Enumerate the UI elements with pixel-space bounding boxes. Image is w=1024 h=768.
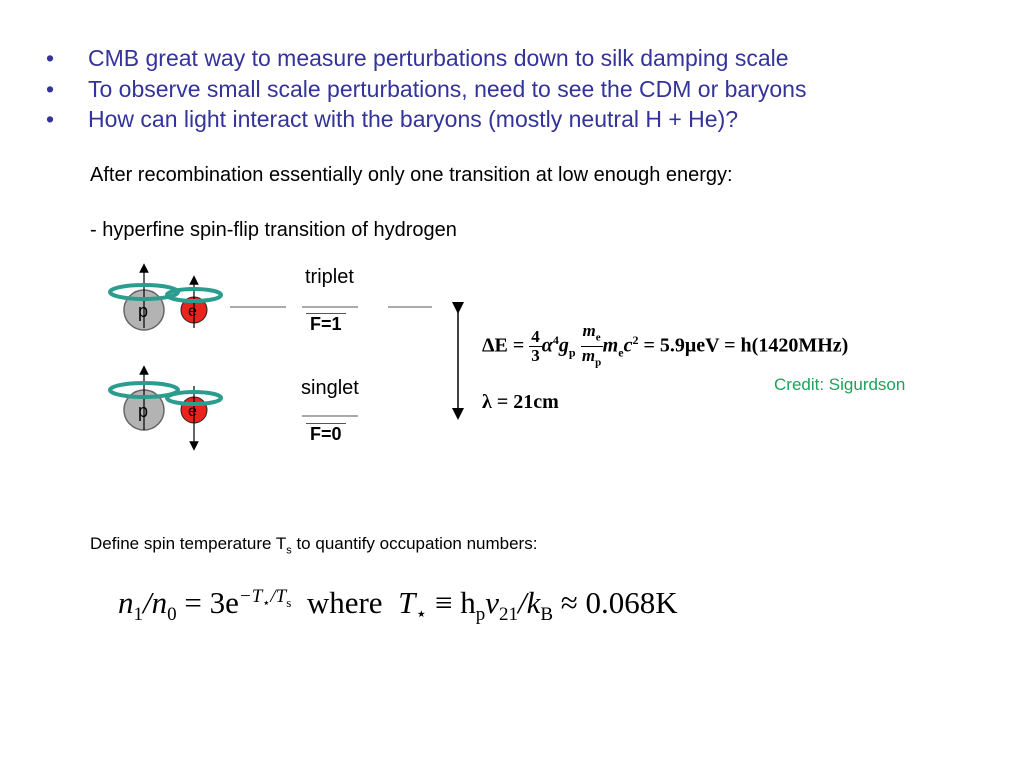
spin-temperature-definition: Define spin temperature $T_s$ to quantify occupation numbers:: [90, 534, 538, 557]
bullet-symbol: •: [46, 75, 55, 102]
occupation-equation: $n_1/n_0 = 3e^{-T_⋆/T_s}$ where $T_⋆ \equiv h_p\nu_{21}/k_B \approx 0.068K$: [118, 585, 678, 626]
electron-label: e: [188, 403, 197, 420]
bullet-symbol: •: [46, 106, 55, 132]
bullet-item: [46, 43, 806, 74]
bullet-text: CMB great way to measure perturbations down to silk damping scale: [88, 45, 789, 71]
level-f1: F=1: [306, 313, 346, 335]
proton-label: p: [138, 301, 149, 321]
triplet-proton: [110, 268, 178, 330]
fraction-4-3: $\frac{4}{3}$: [531, 327, 540, 366]
electron-label: e: [188, 303, 197, 320]
proton-label: p: [138, 401, 149, 421]
paragraph-hyperfine: - hyperfine spin-flip transition of hydrogen: [90, 219, 457, 241]
mass-ratio: $\frac{m_e}{m_p}$: [581, 321, 602, 369]
bullet-text: How can light interact with the baryons (mostly neutral H + He)?: [88, 106, 739, 132]
eq-lhs: ΔE =: [482, 334, 525, 357]
bullet-list: [46, 43, 806, 135]
singlet-electron: [167, 386, 221, 446]
credit-text: Credit: Sigurdson: [774, 375, 906, 394]
bullet-item: [46, 104, 806, 135]
alpha-term: α: [541, 334, 553, 357]
eq-rhs: = 5.9μeV = h(1420MHz): [643, 334, 849, 357]
bullet-item: [46, 74, 806, 105]
triplet-label: triplet: [305, 266, 354, 288]
bullet-text: To observe small scale perturbations, need to see the CDM or baryons: [88, 75, 807, 102]
singlet-label: singlet: [301, 377, 359, 399]
level-f0: F=0: [306, 423, 346, 445]
spin-diagram: [100, 258, 480, 458]
wavelength-equation: λ = 21cm: [482, 391, 559, 413]
paragraph-recombination: After recombination essentially only one transition at low enough energy:: [90, 164, 733, 186]
energy-equation: ΔE = $\frac{4}{3}$ $\alpha^4g_p$ $\frac{m_e}{m_p}$ $m_ec^2 = 5.9\mu eV = h(1420MHz)$: [482, 322, 848, 372]
bullet-symbol: •: [46, 45, 55, 71]
